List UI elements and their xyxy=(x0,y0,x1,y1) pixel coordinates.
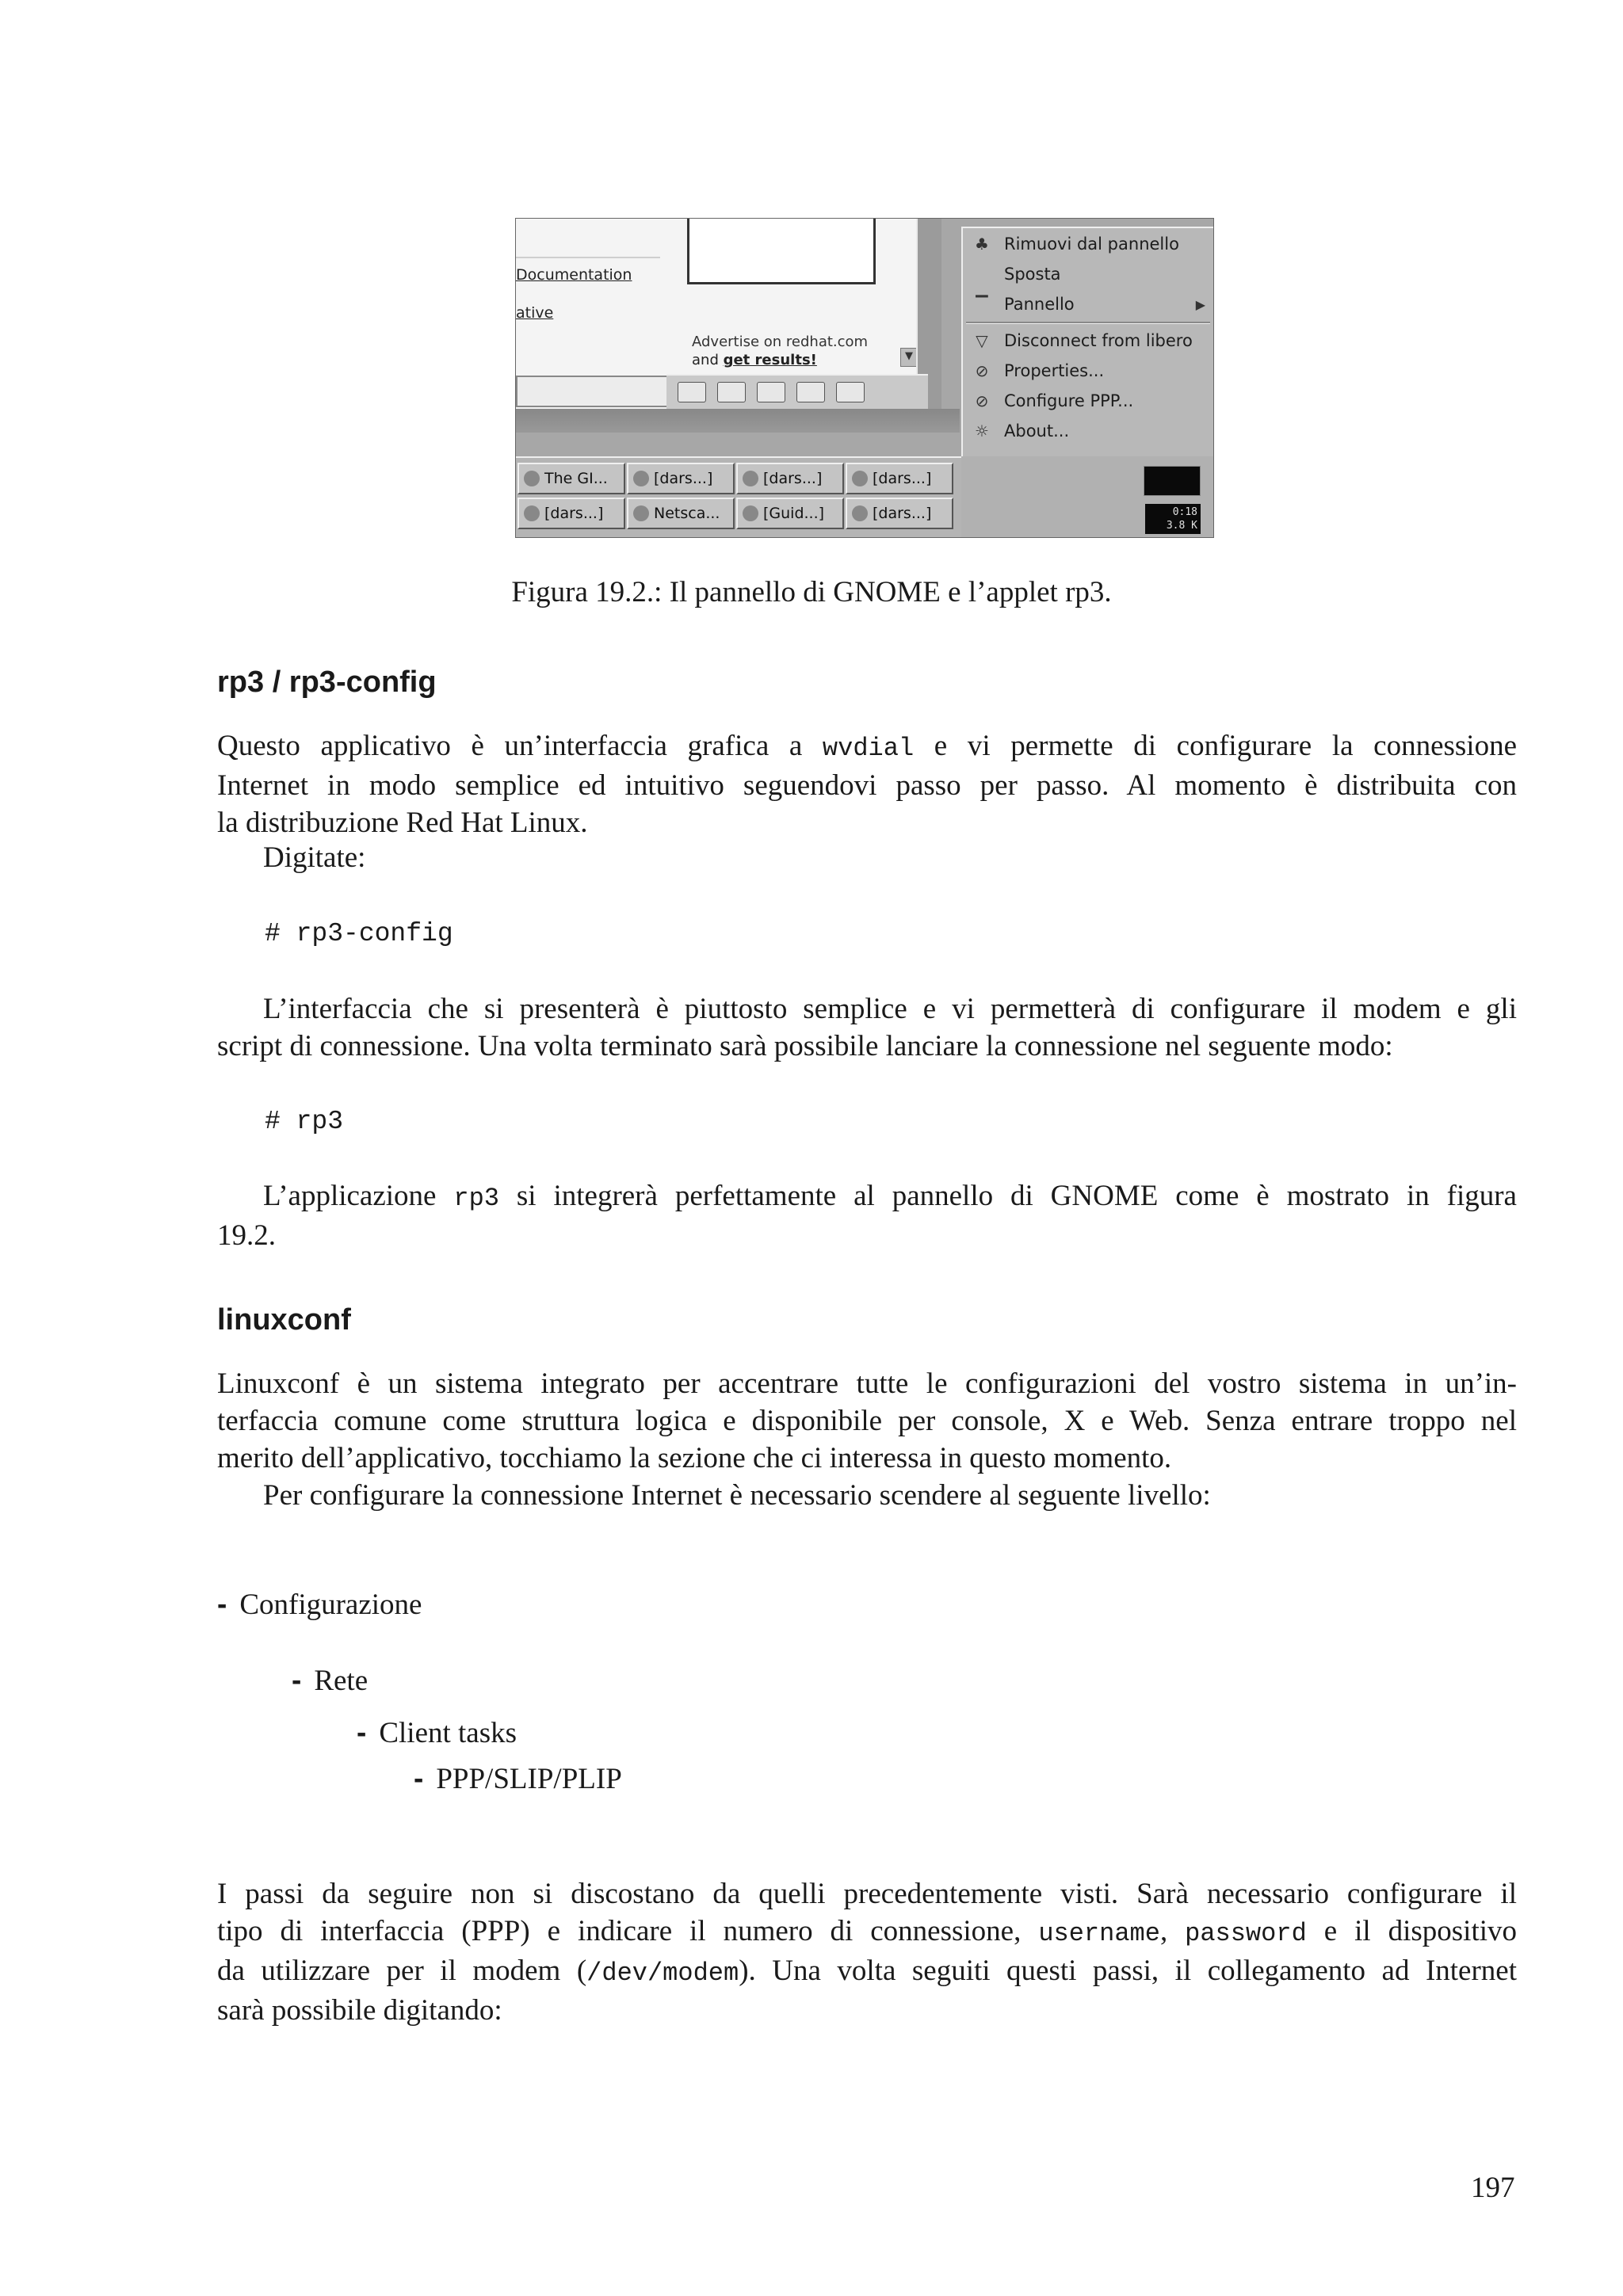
ad-banner xyxy=(687,219,876,284)
properties-icon: ⊘ xyxy=(975,361,989,380)
netscape-icon xyxy=(633,505,649,521)
paragraph-rp3-intro xyxy=(217,727,1517,841)
text-line: I passi da seguire non si discostano da quelli precedentemente visti. Sarà necessario configurare il xyxy=(217,1878,1517,1910)
paragraph-linuxconf-intro xyxy=(217,1365,1517,1514)
connection-time: 0:18 xyxy=(1172,506,1197,518)
task-label: [dars...] xyxy=(544,505,604,522)
task-label: The GI... xyxy=(544,470,608,487)
app-icon xyxy=(524,505,540,521)
task-button[interactable] xyxy=(627,463,735,494)
list-dash: - xyxy=(292,1664,302,1696)
tree-item-configurazione xyxy=(217,1588,422,1622)
gnome-panel-screenshot xyxy=(515,218,1214,538)
tree-label: Client tasks xyxy=(379,1717,517,1749)
text-run: e vi permette di configurare la connessione xyxy=(914,730,1517,762)
panel-icon: ▔ xyxy=(976,295,988,314)
rp3-applet[interactable] xyxy=(961,456,1213,537)
menu-item-label: Configure PPP... xyxy=(1004,391,1134,410)
text-line: sarà possibile digitando: xyxy=(217,1994,502,2027)
text-line xyxy=(217,1952,1517,1992)
text-line: la distribuzione Red Hat Linux. xyxy=(217,807,588,839)
task-button[interactable] xyxy=(736,463,844,494)
app-icon xyxy=(852,471,868,486)
task-label: Netsca... xyxy=(654,505,720,522)
text-run: , xyxy=(1159,1915,1186,1947)
paragraph-rp3-interface xyxy=(217,990,1517,1065)
applet-context-menu xyxy=(961,227,1214,474)
text-line xyxy=(217,1913,1517,1952)
text-run: da utilizzare per il modem ( xyxy=(217,1955,587,1987)
text-line: merito dell’applicativo, tocchiamo la sezione che ci interessa in questo momento. xyxy=(217,1442,1172,1474)
task-button[interactable] xyxy=(517,498,625,529)
task-label: [dars...] xyxy=(873,505,932,522)
tree-item-rete xyxy=(292,1664,368,1698)
app-icon xyxy=(852,505,868,521)
ad-text: Advertise on redhat.com xyxy=(692,334,869,350)
menu-item-label: Sposta xyxy=(1004,265,1061,284)
menu-item-panel[interactable] xyxy=(963,290,1214,318)
menu-item-move[interactable] xyxy=(963,260,1214,288)
app-icon xyxy=(743,505,758,521)
code-block: # rp3 xyxy=(265,1107,344,1136)
menu-item-label: Pannello xyxy=(1004,295,1075,314)
connection-readout xyxy=(1145,504,1201,534)
paragraph-rp3-panel xyxy=(217,1177,1517,1254)
task-label: [dars...] xyxy=(873,470,932,487)
app-icon xyxy=(743,471,758,486)
menu-item-properties[interactable] xyxy=(963,357,1214,385)
tree-label: PPP/SLIP/PLIP xyxy=(436,1763,622,1795)
ad-link[interactable] xyxy=(692,352,817,368)
task-button[interactable] xyxy=(846,463,953,494)
disconnect-icon: ▽ xyxy=(976,331,988,350)
ad-link-prefix: and xyxy=(692,352,724,368)
text-line: Per configurare la connessione Internet è necessario scendere al seguente livello: xyxy=(263,1479,1211,1512)
menu-separator xyxy=(966,322,1210,324)
scroll-down-icon[interactable]: ▼ xyxy=(900,348,918,367)
security-icon[interactable] xyxy=(678,382,706,402)
status-bar xyxy=(516,376,670,407)
blank-icon xyxy=(971,263,993,285)
configure-icon: ⊘ xyxy=(975,391,989,410)
traffic-graph xyxy=(1144,466,1201,496)
menu-item-label: Rimuovi dal pannello xyxy=(1004,235,1179,254)
task-button[interactable] xyxy=(736,498,844,529)
section-heading-rp3: rp3 / rp3-config xyxy=(217,666,437,699)
text-line xyxy=(217,727,1517,767)
menu-item-label: About... xyxy=(1004,421,1070,441)
inline-code: password xyxy=(1185,1919,1307,1948)
paragraph-linuxconf-steps xyxy=(217,1875,1517,2029)
sidebar-link[interactable]: ative xyxy=(516,304,554,322)
text-line: terfaccia comune come struttura logica e disponibile per console, X e Web. Senza entrare troppo nel xyxy=(217,1405,1517,1437)
text-run: ). Una volta seguiti questi passi, il collegamento ad Internet xyxy=(739,1955,1517,1987)
code-block: # rp3-config xyxy=(265,919,453,948)
tree-label: Configurazione xyxy=(239,1589,422,1621)
browser-component-bar xyxy=(666,374,928,409)
list-dash: - xyxy=(414,1762,424,1794)
task-button[interactable] xyxy=(517,463,625,494)
tree-label: Rete xyxy=(314,1665,369,1697)
menu-item-configure-ppp[interactable] xyxy=(963,387,1214,415)
ad-link-bold[interactable]: get results! xyxy=(723,352,817,368)
figure-caption: Figura 19.2.: Il pannello di GNOME e l’applet rp3. xyxy=(511,576,1112,608)
tree-item-ppp-slip-plip xyxy=(414,1762,622,1796)
text-run: Questo applicativo è un’interfaccia grafica a xyxy=(217,730,823,762)
edit-icon[interactable] xyxy=(836,382,865,402)
inline-code: username xyxy=(1038,1919,1160,1948)
task-label: [dars...] xyxy=(763,470,823,487)
gnome-taskbar xyxy=(516,456,961,538)
task-label: [Guid...] xyxy=(763,505,825,522)
text-line: L’interfaccia che si presenterà è piuttosto semplice e vi permetterà di configurare il modem e gli xyxy=(263,993,1517,1025)
text-line: Linuxconf è un sistema integrato per accentrare tutte le configurazioni del vostro sistema in un’in- xyxy=(217,1367,1517,1400)
menu-item-label: Disconnect from libero xyxy=(1004,331,1193,350)
app-icon xyxy=(524,471,540,486)
text-run: si integrerà perfettamente al pannello di GNOME come è mostrato in figura xyxy=(498,1180,1517,1212)
text-run: tipo di interfaccia (PPP) e indicare il numero di connessione, xyxy=(217,1915,1039,1947)
text-line: Internet in modo semplice ed intuitivo seguendovi passo per passo. Al momento è distribuita con xyxy=(217,769,1517,802)
inline-code: /dev/modem xyxy=(586,1958,739,1988)
menu-item-label: Properties... xyxy=(1004,361,1105,380)
text-line: script di connessione. Una volta terminato sarà possibile lanciare la connessione nel seguente modo: xyxy=(217,1030,1393,1062)
desktop-background xyxy=(516,409,960,433)
text-line: 19.2. xyxy=(217,1219,276,1252)
documentation-link[interactable]: Documentation xyxy=(516,266,632,284)
inline-code: rp3 xyxy=(453,1184,499,1213)
text-run: L’applicazione xyxy=(263,1180,454,1212)
transfer-rate: 3.8 K xyxy=(1166,520,1197,532)
task-button[interactable] xyxy=(846,498,953,529)
paragraph-digitate: Digitate: xyxy=(263,841,366,874)
tree-item-client-tasks xyxy=(357,1716,517,1750)
about-icon: ☼ xyxy=(975,421,989,441)
app-icon xyxy=(633,471,649,486)
menu-item-remove-from-panel[interactable] xyxy=(963,230,1214,258)
inline-code: wvdial xyxy=(822,734,915,763)
task-label: [dars...] xyxy=(654,470,713,487)
mail-icon[interactable] xyxy=(717,382,746,402)
divider xyxy=(516,257,660,258)
submenu-arrow-icon: ▶ xyxy=(1195,296,1205,312)
list-dash: - xyxy=(357,1716,367,1749)
news-icon[interactable] xyxy=(757,382,785,402)
page-number: 197 xyxy=(1471,2172,1515,2204)
task-button[interactable] xyxy=(627,498,735,529)
list-dash: - xyxy=(217,1588,227,1620)
menu-item-about[interactable] xyxy=(963,417,1214,445)
menu-item-disconnect[interactable] xyxy=(963,326,1214,355)
text-line xyxy=(217,1177,1517,1217)
text-run: e il dispositivo xyxy=(1306,1915,1518,1947)
composer-icon[interactable] xyxy=(796,382,825,402)
panel-remove-icon: ♣ xyxy=(975,235,989,254)
section-heading-linuxconf: linuxconf xyxy=(217,1303,351,1337)
